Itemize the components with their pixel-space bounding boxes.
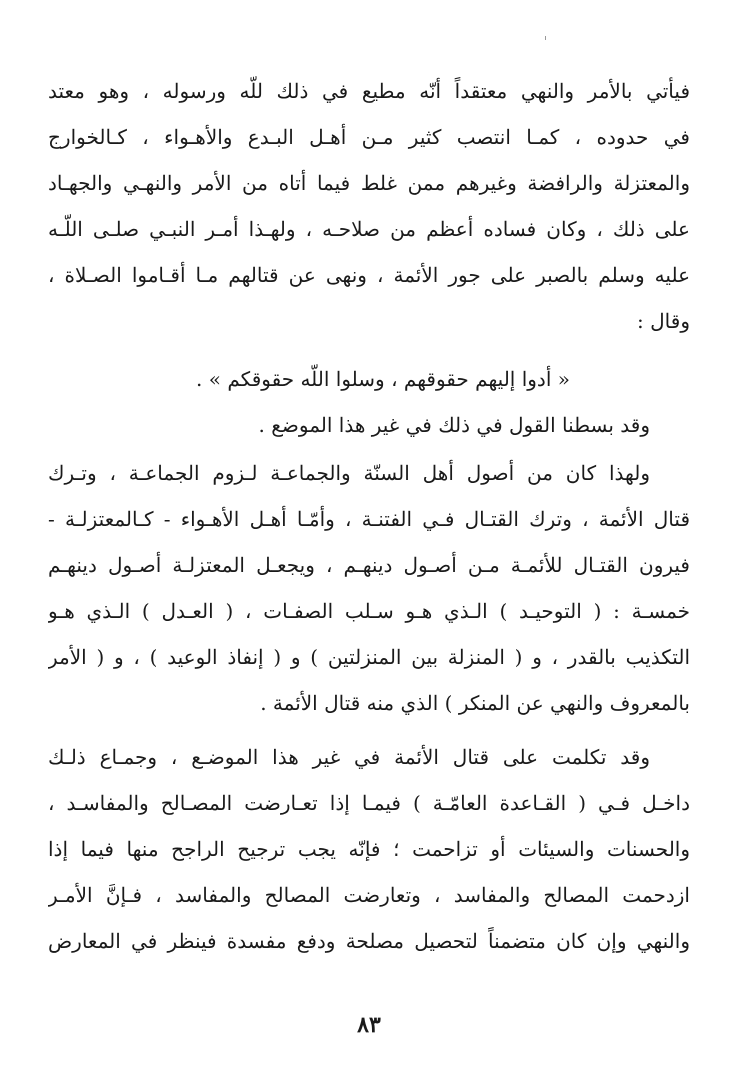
text-line: بالمعروف والنهي عن المنكر ) الذي منه قتال الأئمة . [260,691,690,715]
page-number: ٨٣ [357,1012,381,1038]
text-line: داخـل فـي ( القـاعدة العامّـة ) فيمـا إذا تعـارضت المصـالح والمفاسـد ، [48,791,690,815]
scan-mark [545,36,546,40]
text-line: والنهي وإن كان متضمناً لتحصيل مصلحة ودفع مفسدة فينظر في المعارض [48,929,690,953]
text-line: ولهذا كان من أصول أهل السنّة والجماعـة لـزوم الجماعـة ، وتـرك [48,461,651,485]
text-line: فيرون القتـال للأئمـة مـن أصـول دينهـم ، ويجعـل المعتزلـة أصـول دينهـم [48,553,690,577]
text-line: ازدحمت المصالح والمفاسد ، وتعارضت المصالح والمفاسد ، فـإنَّ الأمـر [48,883,690,907]
text-line: التكذيب بالقدر ، و ( المنزلة بين المنزلتين ) و ( إنفاذ الوعيد ) ، و ( الأمر [48,645,690,669]
text-line: عليه وسلم بالصبر على جور الأئمة ، ونهى عن قتالهم مـا أقـاموا الصـلاة ، [48,263,690,287]
paragraph-1 [48,68,690,344]
text-line: في حدوده ، كمـا انتصب كثير مـن أهـل البـدع والأهـواء ، كـالخوارج [48,125,690,149]
text-line: والمعتزلة والرافضة وغيرهم ممن غلط فيما أتاه من الأمر والنهـي والجهـاد [48,171,690,195]
quote-and-reference [48,356,690,448]
reference-note: وقد بسطنا القول في ذلك في غير هذا الموضع . [258,413,650,437]
paragraph-3 [48,734,690,964]
text-line: على ذلك ، وكان فساده أعظم من صلاحـه ، ولهـذا أمـر النبـي صلـى اللّـه [48,217,690,241]
text-line: خمسـة : ( التوحيـد ) الـذي هـو سـلب الصفـات ، ( العـدل ) الـذي هـو [48,599,690,623]
paragraph-2 [48,450,690,726]
text-line: فيأتي بالأمر والنهي معتقداً أنّه مطيع في ذلك للّه ورسوله ، وهو معتد [48,79,690,103]
text-line: وقد تكلمت على قتال الأئمة في غير هذا الموضـع ، وجمـاع ذلـك [48,745,650,769]
text-line: قتال الأئمة ، وترك القتـال فـي الفتنـة ، وأمّـا أهـل الأهـواء - كـالمعتزلـة - [48,507,690,531]
hadith-quote: « أدوا إليهم حقوقهم ، وسلوا اللّه حقوقكم » . [196,367,570,391]
text-line: والحسنات والسيئات أو تزاحمت ؛ فإنّه يجب ترجيح الراجح منها فيما إذا [48,837,690,861]
text-line: وقال : [637,309,690,333]
